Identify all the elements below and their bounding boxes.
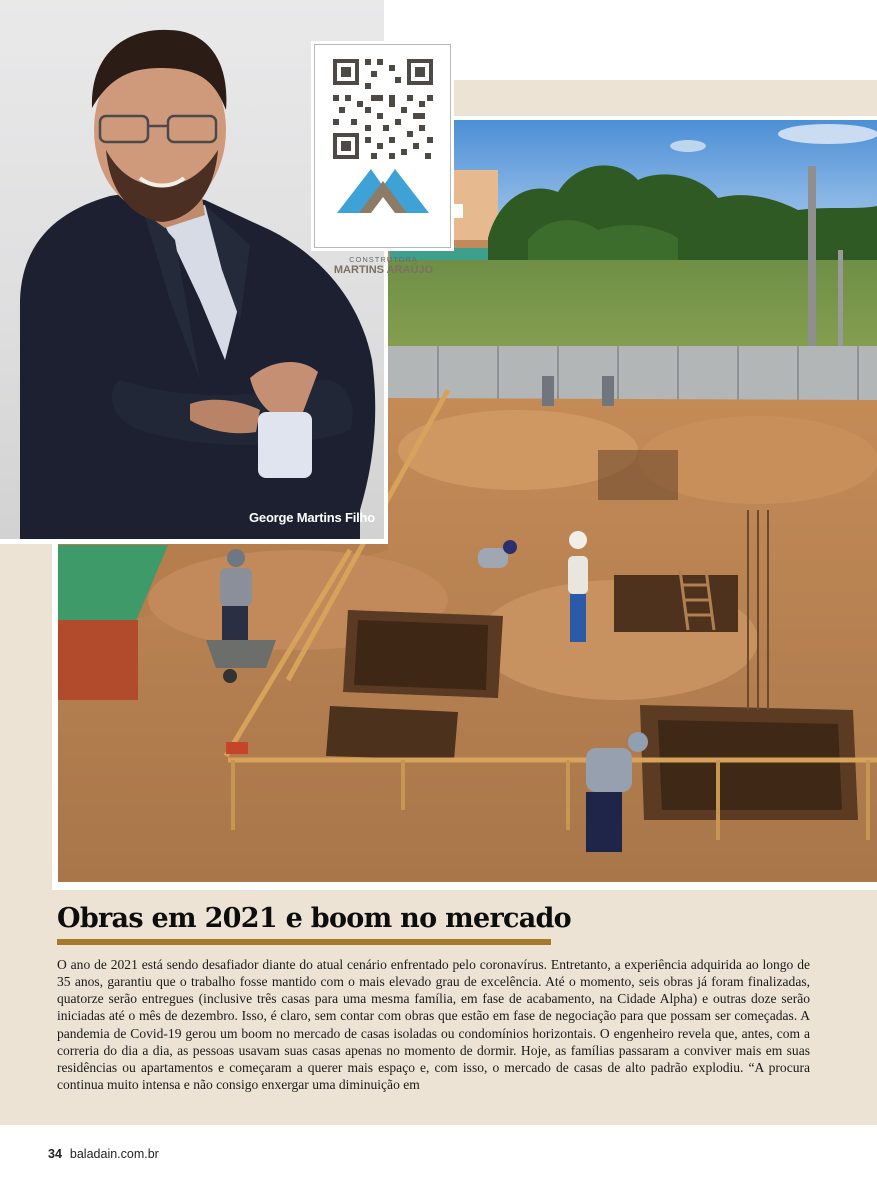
photo-border	[52, 540, 58, 890]
headline-underline	[57, 939, 551, 945]
qr-code-icon	[315, 45, 452, 249]
page-number: 34	[48, 1147, 62, 1161]
page-footer	[48, 1147, 159, 1161]
logo-subtitle: CONSTRUTORA	[349, 255, 418, 264]
portrait-caption: George Martins Filho	[249, 510, 376, 525]
photo-border	[52, 882, 877, 890]
beige-band-top	[450, 80, 877, 116]
article-headline: Obras em 2021 e boom no mercado	[57, 903, 571, 934]
article-body: O ano de 2021 está sendo desafiador diante do atual cenário enfrentado pelo coronavírus. Entretanto, a experiência adquirida ao longo de 35 anos, garantiu que o trabalho fosse mantido com o mais elevado grau de excelência. Até o momento, seis obras já foram finalizadas, quatorze serão entregues (inclusive três casas para uma mesma família, em fase de acabamento, na Cidade Alpha) e outras doze serão iniciadas até o mês de dezembro. Isso, é claro, sem contar com obras que estão em fase de negociação para que possam ser começadas. A pandemia de Covid-19 gerou um boom no mercado de casas isoladas ou condomínios horizontais. O engenheiro revela que, antes, com a correria do dia a dia, as pessoas usavam suas casas apenas no momento de dormir. Hoje, as famílias passaram a conviver mais em suas residências ou apartamentos e começaram a querer mais espaço e, com isso, o mercado de casas de alto padrão explodiu. “A procura continua muito intensa e não consigo enxergar uma diminuição em	[57, 957, 810, 1093]
construtora-logo-icon	[337, 169, 429, 213]
site-url: baladain.com.br	[69, 1147, 159, 1161]
logo-name: MARTINS ARAÚJO	[333, 264, 434, 276]
qr-logo-card	[314, 44, 451, 276]
